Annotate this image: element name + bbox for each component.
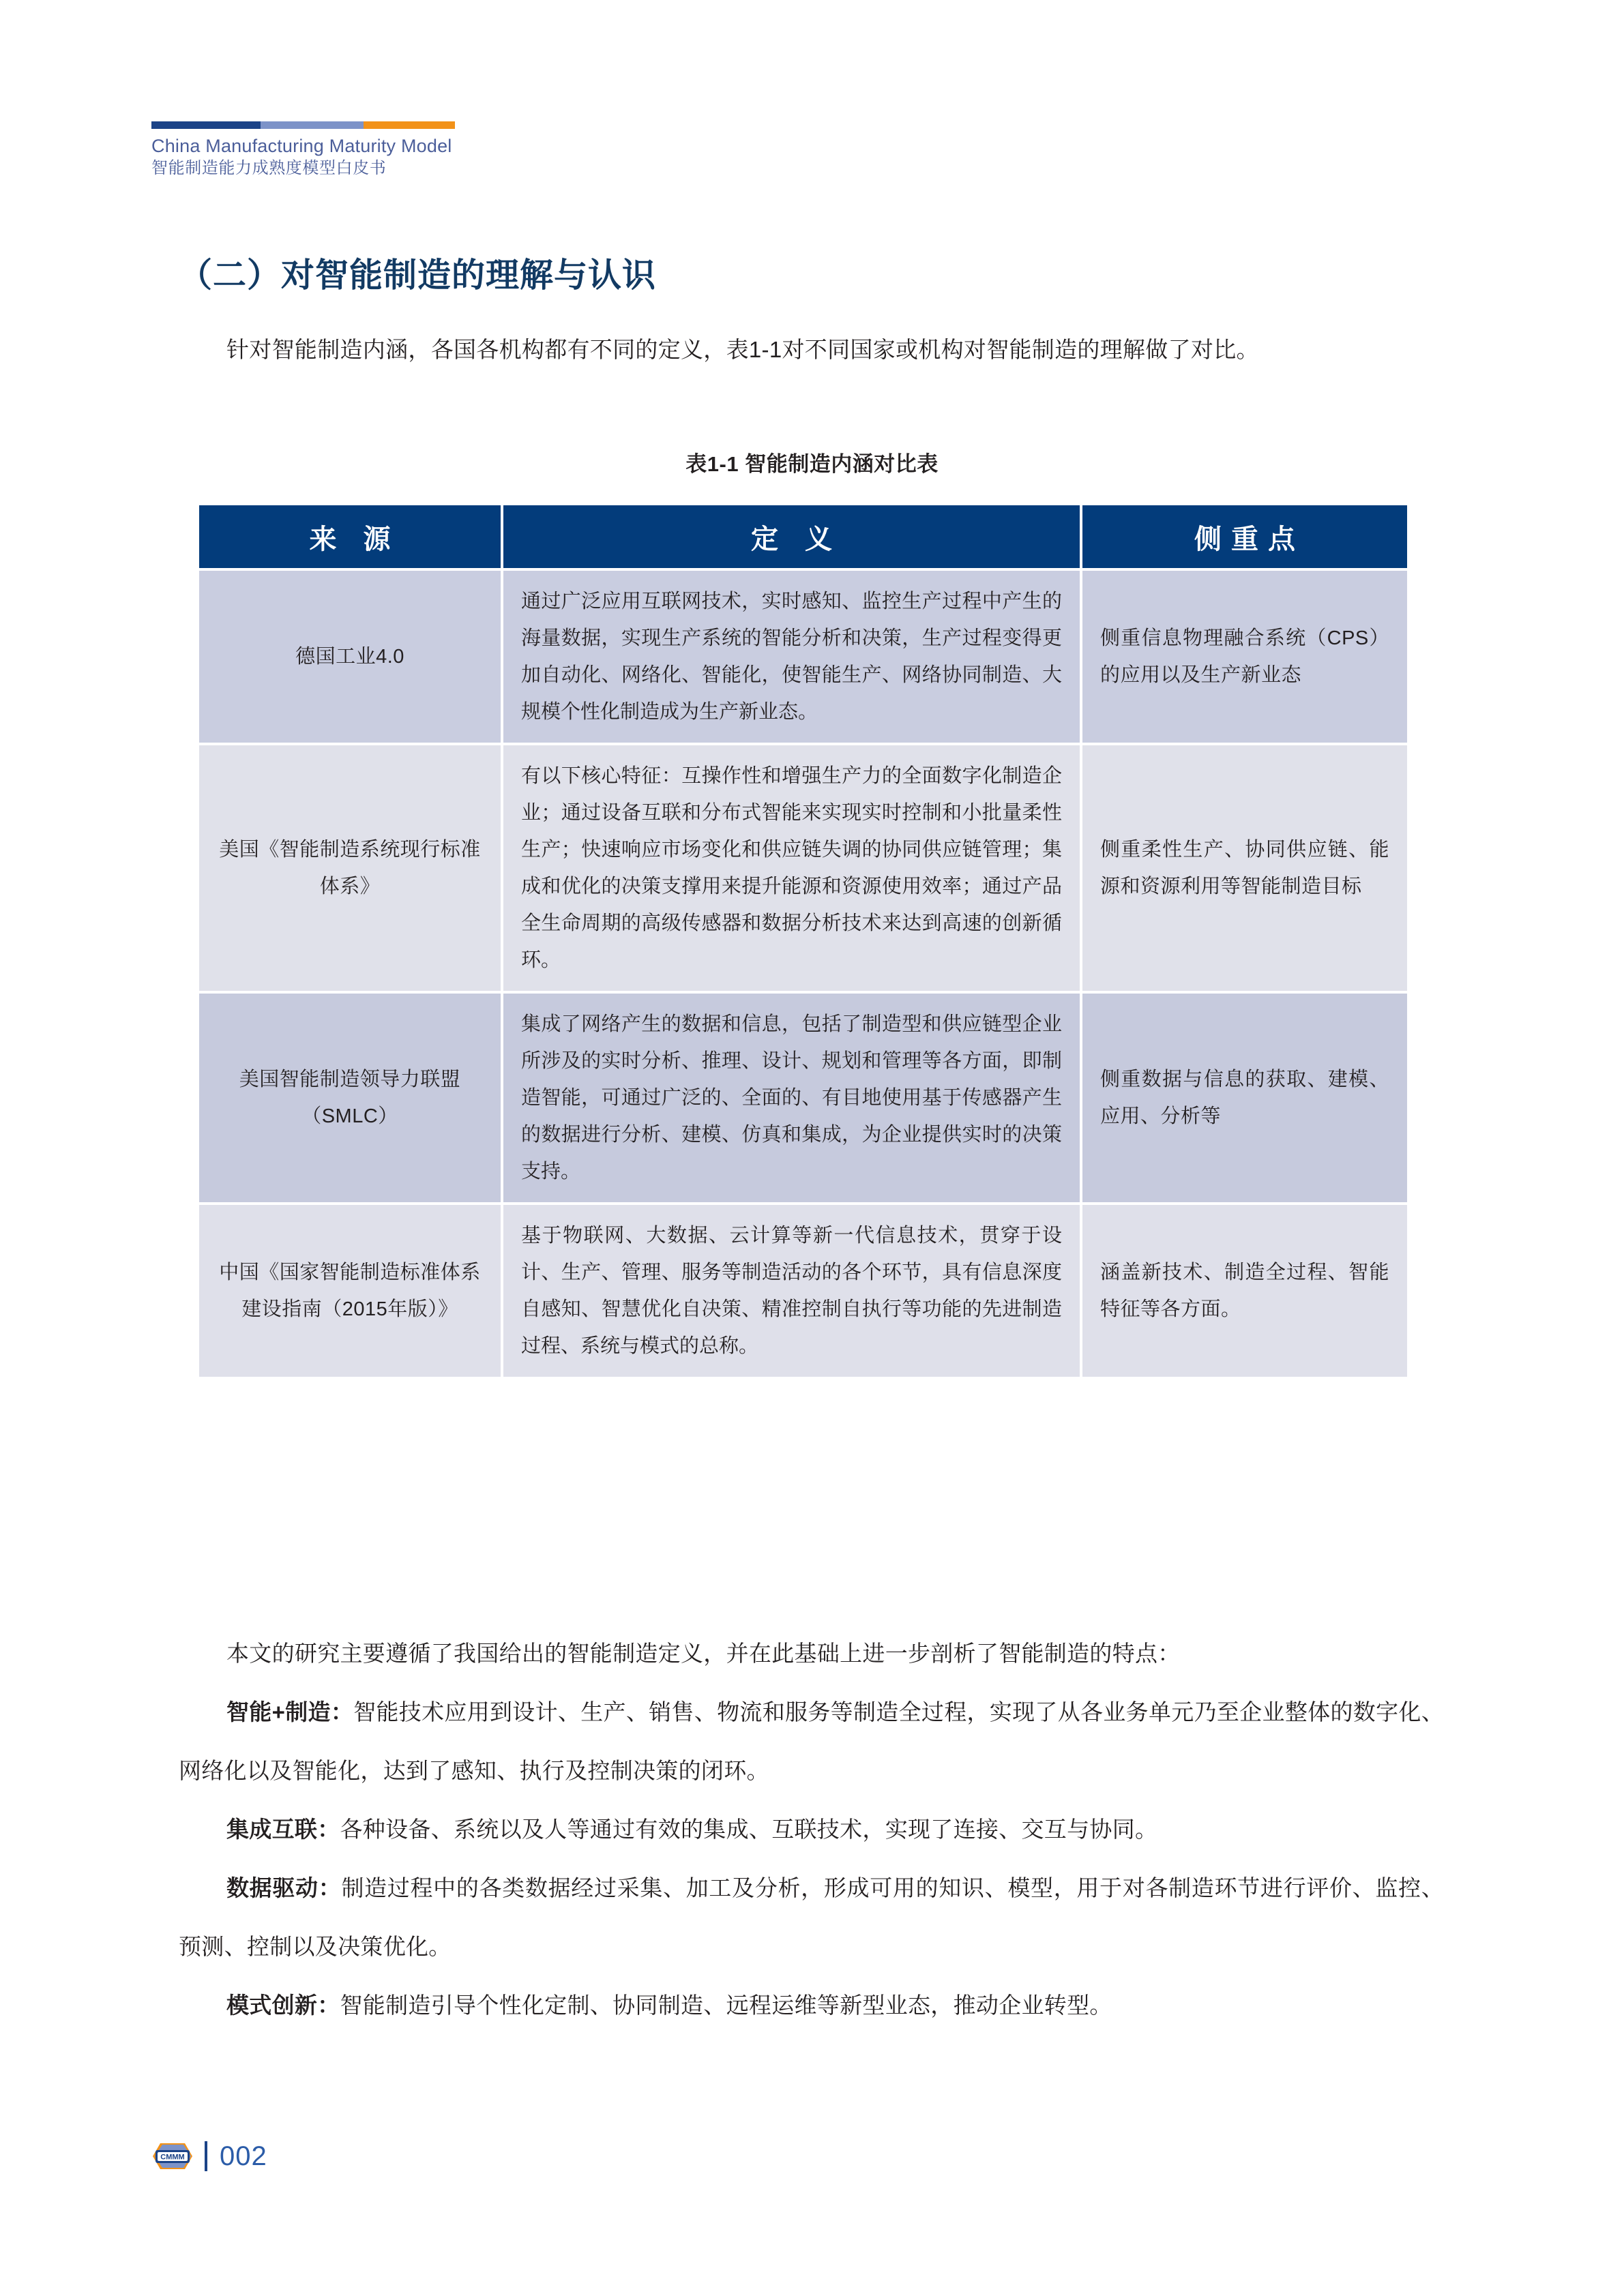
cell-definition: 通过广泛应用互联网技术，实时感知、监控生产过程中产生的海量数据，实现生产系统的智能分析和决策，生产过程变得更加自动化、网络化、智能化，使智能生产、网络协同制造、大规模个性化制造成为生产新业态。 [503, 571, 1080, 743]
body-paragraph [179, 1800, 1444, 1859]
comparison-table [196, 503, 1410, 1380]
page-title: （二）对智能制造的理解与认识 [179, 257, 657, 294]
body-paragraph [179, 1859, 1444, 1976]
page-footer [151, 2141, 267, 2171]
paragraph-text: 智能制造引导个性化定制、协同制造、远程运维等新型业态，推动企业转型。 [340, 1993, 1112, 2018]
intro-block [179, 320, 1444, 379]
paragraph-lead: 模式创新： [226, 1993, 340, 2018]
table-row [199, 994, 1407, 1202]
running-head [151, 121, 629, 179]
paragraph-lead: 智能+制造： [226, 1699, 354, 1725]
cell-focus: 侧重信息物理融合系统（CPS）的应用以及生产新业态 [1082, 571, 1407, 743]
paragraph-lead: 集成互联： [226, 1817, 340, 1842]
cell-focus: 涵盖新技术、制造全过程、智能特征等各方面。 [1082, 1205, 1407, 1377]
table-row [199, 745, 1407, 991]
running-head-chinese: 智能制造能力成熟度模型白皮书 [151, 158, 387, 177]
cell-definition: 集成了网络产生的数据和信息，包括了制造型和供应链型企业所涉及的实时分析、推理、设计、规划和管理等各方面，即制造智能，可通过广泛的、全面的、有目地使用基于传感器产生的数据进行分析、建模、仿真和集成，为企业提供实时的决策支持。 [503, 994, 1080, 1202]
cell-definition: 有以下核心特征：互操作性和增强生产力的全面数字化制造企业；通过设备互联和分布式智能来实现实时控制和小批量柔性生产；快速响应市场变化和供应链失调的协同供应链管理；集成和优化的决策支撑用来提升能源和资源使用效率；通过产品全生命周期的高级传感器和数据分析技术来达到高速的创新循环。 [503, 745, 1080, 991]
table-row [199, 571, 1407, 743]
cell-focus: 侧重柔性生产、协同供应链、能源和资源利用等智能制造目标 [1082, 745, 1407, 991]
svg-text:CMMM: CMMM [160, 2153, 185, 2162]
body-paragraph [179, 1624, 1444, 1683]
page-number: 002 [220, 2141, 267, 2171]
column-header-focus: 侧重点 [1082, 505, 1407, 568]
running-head-color-bar [151, 121, 455, 129]
body-block [179, 1624, 1444, 2035]
color-bar-segment-orange [364, 121, 455, 129]
paragraph-text: 各种设备、系统以及人等通过有效的集成、互联技术，实现了连接、交互与协同。 [340, 1817, 1158, 1842]
body-paragraph [179, 1683, 1444, 1800]
column-header-definition: 定 义 [503, 505, 1080, 568]
body-paragraph [179, 1976, 1444, 2035]
footer-divider [205, 2141, 207, 2171]
running-head-english: China Manufacturing Maturity Model [151, 136, 452, 156]
color-bar-segment-navy [151, 121, 261, 129]
table-caption: 表1-1 智能制造内涵对比表 [685, 452, 939, 476]
paragraph-text: 智能技术应用到设计、生产、销售、物流和服务等制造全过程，实现了从各业务单元乃至企业整体的数字化、网络化以及智能化，达到了感知、执行及控制决策的闭环。 [179, 1699, 1444, 1783]
paragraph-text: 制造过程中的各类数据经过采集、加工及分析，形成可用的知识、模型，用于对各制造环节进行评价、监控、预测、控制以及决策优化。 [179, 1875, 1444, 1959]
cell-source: 美国《智能制造系统现行标准体系》 [199, 745, 501, 991]
paragraph-text: 本文的研究主要遵循了我国给出的智能制造定义，并在此基础上进一步剖析了智能制造的特点： [226, 1641, 1181, 1666]
cell-source: 德国工业4.0 [199, 571, 501, 743]
column-header-source: 来 源 [199, 505, 501, 568]
paragraph-lead: 数据驱动： [226, 1875, 342, 1900]
intro-paragraph: 针对智能制造内涵，各国各机构都有不同的定义，表1-1对不同国家或机构对智能制造的理解做了对比。 [226, 337, 1259, 362]
color-bar-segment-blue [261, 121, 364, 129]
cell-focus: 侧重数据与信息的获取、建模、应用、分析等 [1082, 994, 1407, 1202]
table-row [199, 1205, 1407, 1377]
cmmm-logo-icon [151, 2142, 194, 2171]
cell-source: 中国《国家智能制造标准体系建设指南（2015年版）》 [199, 1205, 501, 1377]
cell-source: 美国智能制造领导力联盟（SMLC） [199, 994, 501, 1202]
table-header-row [199, 505, 1407, 568]
cell-definition: 基于物联网、大数据、云计算等新一代信息技术，贯穿于设计、生产、管理、服务等制造活动的各个环节，具有信息深度自感知、智慧优化自决策、精准控制自执行等功能的先进制造过程、系统与模式的总称。 [503, 1205, 1080, 1377]
